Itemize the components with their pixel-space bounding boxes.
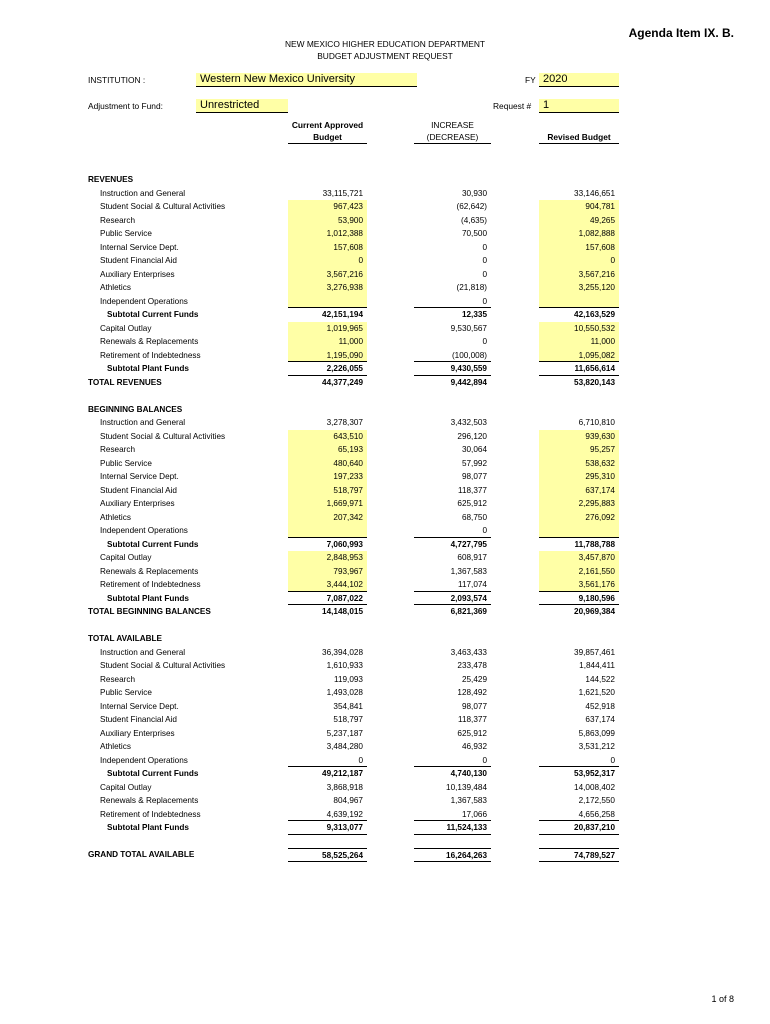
- table-row: [0, 700, 770, 714]
- current-approved-cell[interactable]: 518,797: [288, 484, 367, 498]
- increase-cell: 4,740,130: [450, 769, 487, 778]
- row-label: Subtotal Current Funds: [107, 539, 199, 549]
- row-label: Renewals & Replacements: [100, 566, 199, 576]
- row-label: Subtotal Current Funds: [107, 310, 199, 319]
- table-row: [0, 538, 770, 552]
- increase-cell: 0: [414, 754, 491, 768]
- revised-cell[interactable]: 3,567,216: [539, 268, 619, 282]
- increase-cell: 4,727,795: [450, 539, 487, 549]
- current-approved-cell: 9,313,077: [288, 821, 367, 835]
- row-label: Instruction and General: [100, 188, 186, 198]
- revised-cell[interactable]: 3,255,120: [539, 281, 619, 295]
- revised-cell: 20,837,210: [539, 821, 619, 835]
- revised-cell: 74,789,527: [539, 848, 619, 862]
- revised-cell: 144,522: [585, 674, 615, 684]
- current-approved-cell: 14,148,015: [322, 607, 363, 616]
- increase-cell: 11,524,133: [414, 821, 491, 835]
- table-row: [0, 470, 770, 484]
- table-row: [0, 659, 770, 673]
- revised-cell[interactable]: 295,310: [539, 470, 619, 484]
- current-approved-cell[interactable]: 1,019,965: [288, 322, 367, 336]
- row-label: Independent Operations: [100, 755, 188, 765]
- department-title: NEW MEXICO HIGHER EDUCATION DEPARTMENT: [284, 39, 486, 49]
- increase-cell: 30,064: [461, 445, 487, 454]
- table-row: [0, 767, 770, 781]
- table-row: [0, 646, 770, 660]
- revised-cell[interactable]: 538,632: [539, 457, 619, 471]
- revised-cell: 33,146,651: [574, 188, 615, 198]
- row-label: Capital Outlay: [100, 553, 152, 562]
- table-row: [0, 241, 770, 255]
- increase-cell: 118,377: [458, 715, 487, 724]
- spacer-row: [0, 835, 770, 849]
- table-row: [0, 605, 770, 619]
- row-label: Public Service: [100, 688, 152, 697]
- row-label: Research: [100, 215, 136, 225]
- row-label: BEGINNING BALANCES: [88, 404, 183, 414]
- revised-cell[interactable]: 2,161,550: [539, 565, 619, 579]
- revised-cell[interactable]: 11,000: [539, 335, 619, 349]
- increase-cell: (21,818): [456, 283, 487, 292]
- increase-cell: 3,463,433: [450, 647, 487, 657]
- revised-cell[interactable]: 157,608: [539, 241, 619, 255]
- table-row: [0, 740, 770, 754]
- increase-cell: 0: [414, 295, 491, 309]
- revised-cell: 14,008,402: [574, 782, 615, 792]
- revised-cell[interactable]: [539, 295, 619, 309]
- current-approved-cell: 354,841: [333, 701, 363, 711]
- row-label: Student Social & Cultural Activities: [100, 431, 226, 441]
- fy-field[interactable]: 2020: [539, 73, 619, 87]
- increase-cell: 9,430,559: [414, 362, 491, 376]
- increase-cell: 25,429: [461, 674, 487, 684]
- increase-cell: 9,442,894: [450, 377, 487, 387]
- row-label: Capital Outlay: [100, 323, 152, 333]
- increase-cell: 233,478: [457, 661, 487, 670]
- table-row: [0, 848, 770, 862]
- row-label: Auxiliary Enterprises: [100, 728, 175, 738]
- revised-cell: 11,656,614: [539, 362, 619, 376]
- current-approved-cell: 1,610,933: [326, 661, 363, 670]
- current-approved-cell[interactable]: 65,193: [288, 443, 367, 457]
- increase-cell: 1,367,583: [450, 566, 487, 576]
- table-row: [0, 713, 770, 727]
- row-label: Public Service: [100, 229, 152, 238]
- table-row: [0, 187, 770, 201]
- increase-cell: 0: [482, 256, 487, 265]
- row-label: Internal Service Dept.: [100, 701, 179, 711]
- current-approved-cell: 0: [288, 754, 367, 768]
- revised-cell: 5,863,099: [578, 728, 615, 738]
- increase-cell: 3,432,503: [450, 418, 487, 427]
- increase-cell: 0: [482, 269, 487, 279]
- table-row: [0, 254, 770, 268]
- revised-cell[interactable]: 1,082,888: [539, 227, 619, 241]
- row-label: GRAND TOTAL AVAILABLE: [88, 850, 195, 859]
- current-approved-cell: 3,868,918: [326, 782, 363, 792]
- current-approved-cell[interactable]: 967,423: [288, 200, 367, 214]
- revised-cell[interactable]: 49,265: [539, 214, 619, 228]
- request-label: Request #: [493, 101, 532, 111]
- table-row: [0, 268, 770, 282]
- increase-cell: 9,530,567: [450, 323, 487, 333]
- row-label: Retirement of Indebtedness: [100, 809, 201, 819]
- table-row: [0, 565, 770, 579]
- table-row: [0, 727, 770, 741]
- table-row: [0, 227, 770, 241]
- revised-cell[interactable]: 276,092: [539, 511, 619, 525]
- revised-cell: 1,844,411: [579, 661, 615, 670]
- fund-field[interactable]: Unrestricted: [196, 99, 288, 113]
- increase-cell: 57,992: [461, 458, 487, 468]
- increase-cell: 16,264,263: [414, 848, 491, 862]
- current-approved-cell[interactable]: 1,669,971: [288, 497, 367, 511]
- current-approved-cell: 518,797: [333, 715, 363, 724]
- row-label: Internal Service Dept.: [100, 472, 179, 481]
- row-label: Renewals & Replacements: [100, 796, 199, 805]
- row-label: Student Financial Aid: [100, 715, 177, 724]
- current-approved-cell: 42,151,194: [322, 310, 363, 319]
- increase-cell: 117,074: [414, 578, 491, 592]
- revised-cell: 3,531,212: [578, 742, 615, 751]
- spacer-row: [0, 389, 770, 403]
- revised-cell: 637,174: [585, 715, 615, 724]
- table-row: [0, 781, 770, 795]
- row-label: Independent Operations: [100, 296, 188, 306]
- increase-cell: 0: [482, 242, 487, 252]
- increase-cell: 10,139,484: [446, 782, 487, 792]
- current-approved-cell: 3,484,280: [326, 742, 363, 751]
- current-approved-cell[interactable]: 1,012,388: [288, 227, 367, 241]
- current-approved-cell[interactable]: 0: [288, 254, 367, 268]
- table-row: [0, 200, 770, 214]
- increase-cell: 98,077: [461, 701, 487, 711]
- row-label: Auxiliary Enterprises: [100, 269, 175, 279]
- row-label: Independent Operations: [100, 526, 188, 535]
- table-row: [0, 335, 770, 349]
- current-approved-cell[interactable]: 643,510: [288, 430, 367, 444]
- increase-cell: 6,821,369: [450, 607, 487, 616]
- table-row: [0, 794, 770, 808]
- row-label: Athletics: [100, 283, 131, 292]
- col-current-approved: Current Approved Budget: [288, 119, 367, 144]
- row-label: Subtotal Current Funds: [107, 769, 199, 778]
- current-approved-cell[interactable]: 197,233: [288, 470, 367, 484]
- row-label: TOTAL AVAILABLE: [88, 634, 162, 643]
- table-row: [0, 524, 770, 538]
- increase-cell: (62,642): [456, 202, 487, 211]
- request-field[interactable]: 1: [539, 99, 619, 113]
- table-row: [0, 362, 770, 376]
- increase-cell: 118,377: [458, 485, 487, 495]
- table-row: [0, 673, 770, 687]
- table-row: [0, 322, 770, 336]
- increase-cell: 1,367,583: [450, 796, 487, 805]
- institution-label: INSTITUTION :: [88, 75, 146, 85]
- revised-cell[interactable]: 2,295,883: [539, 497, 619, 511]
- revised-cell: 2,172,550: [578, 796, 615, 805]
- row-label: Subtotal Plant Funds: [107, 364, 189, 373]
- current-approved-cell[interactable]: [288, 524, 367, 538]
- current-approved-cell: 119,093: [334, 674, 363, 684]
- current-approved-cell[interactable]: 793,967: [288, 565, 367, 579]
- fund-label: Adjustment to Fund:: [88, 101, 163, 111]
- row-label: Auxiliary Enterprises: [100, 499, 175, 508]
- row-label: Research: [100, 445, 136, 454]
- current-approved-cell: 7,087,022: [288, 592, 367, 606]
- revised-cell[interactable]: 637,174: [539, 484, 619, 498]
- revised-cell[interactable]: 0: [539, 254, 619, 268]
- current-approved-cell: 4,639,192: [288, 808, 367, 822]
- revised-cell: 39,857,461: [574, 647, 615, 657]
- revised-cell: 9,180,596: [539, 592, 619, 606]
- row-label: Capital Outlay: [100, 782, 152, 792]
- current-approved-cell[interactable]: 207,342: [288, 511, 367, 525]
- revised-cell[interactable]: 95,257: [539, 443, 619, 457]
- current-approved-cell[interactable]: 1,195,090: [288, 349, 367, 363]
- increase-cell: 0: [414, 524, 491, 538]
- spacer-row: [0, 619, 770, 633]
- revised-cell: 452,918: [585, 701, 615, 711]
- increase-cell: 2,093,574: [414, 592, 491, 606]
- revised-cell[interactable]: 939,630: [539, 430, 619, 444]
- increase-cell: 625,912: [457, 499, 487, 508]
- revised-cell: 11,788,788: [574, 539, 615, 549]
- table-row: [0, 214, 770, 228]
- current-approved-cell: 2,226,055: [288, 362, 367, 376]
- current-approved-cell: 3,278,307: [326, 418, 363, 427]
- current-approved-cell[interactable]: [288, 295, 367, 309]
- table-row: [0, 308, 770, 322]
- row-label: Subtotal Plant Funds: [107, 823, 189, 832]
- current-approved-cell: 7,060,993: [326, 539, 363, 549]
- increase-cell: (100,008): [414, 349, 491, 363]
- current-approved-cell[interactable]: 3,567,216: [288, 268, 367, 282]
- row-label: Instruction and General: [100, 418, 186, 427]
- table-row: [0, 808, 770, 822]
- increase-cell: 68,750: [461, 512, 487, 522]
- revised-cell: 20,969,384: [574, 607, 615, 616]
- increase-cell: 70,500: [461, 229, 487, 238]
- increase-cell: 625,912: [457, 728, 487, 738]
- row-label: Athletics: [100, 512, 131, 522]
- increase-cell: 128,492: [457, 688, 487, 697]
- revised-cell[interactable]: [539, 524, 619, 538]
- current-approved-cell: 44,377,249: [322, 377, 363, 387]
- revised-cell: 42,163,529: [574, 310, 615, 319]
- current-approved-cell[interactable]: 53,900: [288, 214, 367, 228]
- table-row: [0, 430, 770, 444]
- table-row: [0, 416, 770, 430]
- revised-cell: 53,952,317: [574, 769, 615, 778]
- increase-cell: 12,335: [461, 310, 487, 319]
- col-revised-budget: Revised Budget: [539, 131, 619, 144]
- current-approved-cell[interactable]: 480,640: [288, 457, 367, 471]
- row-label: Student Financial Aid: [100, 256, 177, 265]
- current-approved-cell: 49,212,187: [322, 769, 363, 778]
- table-row: [0, 295, 770, 309]
- row-label: Athletics: [100, 742, 131, 751]
- row-label: Retirement of Indebtedness: [100, 350, 201, 360]
- row-label: Instruction and General: [100, 647, 186, 657]
- current-approved-cell: 5,237,187: [326, 728, 363, 738]
- table-row: [0, 578, 770, 592]
- increase-cell: 30,930: [461, 188, 487, 198]
- col-increase-decrease: INCREASE (DECREASE): [414, 119, 491, 144]
- increase-cell: 98,077: [461, 472, 487, 481]
- increase-cell: 46,932: [461, 742, 487, 751]
- table-row: [0, 443, 770, 457]
- row-label: REVENUES: [88, 175, 134, 184]
- row-label: Student Social & Cultural Activities: [100, 202, 226, 211]
- section-heading: [0, 403, 770, 417]
- current-approved-cell: 58,525,264: [288, 848, 367, 862]
- revised-cell: 53,820,143: [574, 377, 615, 387]
- table-row: [0, 592, 770, 606]
- current-approved-cell[interactable]: 157,608: [288, 241, 367, 255]
- fy-label: FY: [525, 75, 536, 85]
- page-number: 1 of 8: [711, 994, 734, 1004]
- revised-cell[interactable]: 904,781: [539, 200, 619, 214]
- revised-cell[interactable]: 3,457,870: [539, 551, 619, 565]
- row-label: Internal Service Dept.: [100, 242, 179, 252]
- revised-cell[interactable]: 10,550,532: [539, 322, 619, 336]
- row-label: Research: [100, 674, 136, 684]
- current-approved-cell: 1,493,028: [326, 688, 363, 697]
- row-label: Student Social & Cultural Activities: [100, 661, 226, 670]
- current-approved-cell[interactable]: 3,444,102: [288, 578, 367, 592]
- row-label: TOTAL REVENUES: [88, 377, 162, 387]
- table-row: [0, 511, 770, 525]
- row-label: Public Service: [100, 458, 152, 468]
- form-title: BUDGET ADJUSTMENT REQUEST: [317, 51, 453, 61]
- current-approved-cell[interactable]: 2,848,953: [288, 551, 367, 565]
- current-approved-cell: 804,967: [333, 796, 363, 805]
- table-row: [0, 457, 770, 471]
- table-row: [0, 754, 770, 768]
- row-label: Retirement of Indebtedness: [100, 580, 201, 589]
- table-row: [0, 349, 770, 363]
- agenda-item-label: Agenda Item IX. B.: [628, 26, 734, 40]
- increase-cell: 17,066: [414, 808, 491, 822]
- current-approved-cell: 33,115,721: [322, 188, 363, 198]
- table-row: [0, 686, 770, 700]
- revised-cell[interactable]: 3,561,176: [539, 578, 619, 592]
- row-label: Student Financial Aid: [100, 485, 177, 495]
- revised-cell: 1,621,520: [578, 688, 615, 697]
- table-row: [0, 376, 770, 390]
- revised-cell: 6,710,810: [578, 418, 615, 427]
- increase-cell: 296,120: [457, 431, 487, 441]
- section-heading: [0, 632, 770, 646]
- row-label: TOTAL BEGINNING BALANCES: [88, 607, 211, 616]
- increase-cell: 608,917: [457, 553, 487, 562]
- table-row: [0, 281, 770, 295]
- increase-cell: 0: [482, 337, 487, 346]
- table-row: [0, 821, 770, 835]
- revised-cell[interactable]: 1,095,082: [539, 349, 619, 363]
- row-label: Subtotal Plant Funds: [107, 593, 189, 603]
- table-row: [0, 484, 770, 498]
- increase-cell: (4,635): [461, 215, 487, 225]
- section-heading: [0, 173, 770, 187]
- current-approved-cell[interactable]: 11,000: [288, 335, 367, 349]
- row-label: Renewals & Replacements: [100, 337, 199, 346]
- table-row: [0, 551, 770, 565]
- revised-cell: 4,656,258: [539, 808, 619, 822]
- table-row: [0, 497, 770, 511]
- institution-field[interactable]: Western New Mexico University: [196, 73, 417, 87]
- current-approved-cell: 36,394,028: [322, 647, 363, 657]
- current-approved-cell[interactable]: 3,276,938: [288, 281, 367, 295]
- revised-cell: 0: [539, 754, 619, 768]
